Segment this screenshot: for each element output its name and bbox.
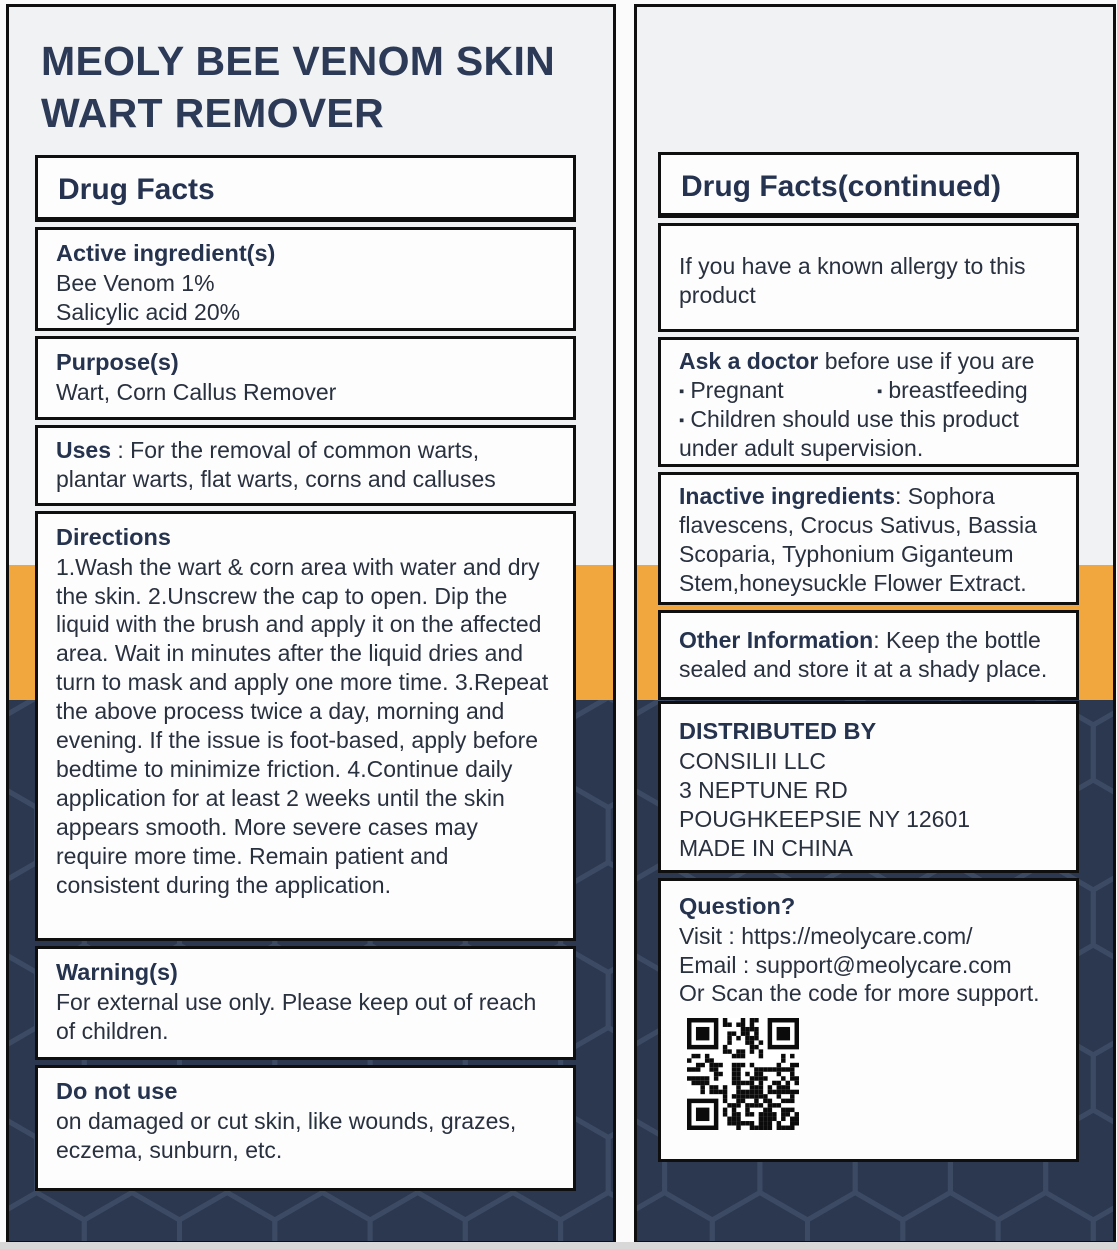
section-question xyxy=(658,878,1079,1162)
distributor-line: POUGHKEEPSIE NY 12601 xyxy=(679,805,971,832)
section-distributed-by xyxy=(658,701,1079,873)
directions-body: 1.Wash the wart & corn area with water and dry the skin. 2.Unscrew the cap to open. Dip the liquid with the brush and apply it on the affected area. Wait in minutes after the liquid dries and turn to mask and apply one more time. 3.Repeat the above process twice a day, morning and evening. If the issue is foot-based, apply before bedtime to minimize friction. 4.Continue daily application for at least 2 weeks until the skin appears smooth. More severe cases may require more time. Remain patient and consistent during the application. xyxy=(56,553,549,899)
uses-heading: Uses xyxy=(56,437,111,463)
section-inactive-ingredients xyxy=(658,472,1079,605)
qr-code xyxy=(687,1018,799,1130)
support-visit-line: Visit : https://meolycare.com/ xyxy=(679,922,973,949)
question-heading: Question? xyxy=(679,893,796,919)
warnings-body: For external use only. Please keep out of reach of children. xyxy=(56,988,537,1044)
purpose-heading: Purpose(s) xyxy=(56,349,179,375)
section-active-ingredients xyxy=(35,227,576,331)
support-email-line: Email : support@meolycare.com xyxy=(679,951,1012,978)
inactive-ingredients-body: Inactive ingredients: Sophora flavescens, Crocus Sativus, Bassia Scoparia, Typhonium Giganteum Stem,honeysuckle Flower Extract. xyxy=(679,483,1037,596)
active-ingredient-line: Salicylic acid 20% xyxy=(56,298,241,325)
section-uses xyxy=(35,425,576,506)
section-do-not-use xyxy=(35,1065,576,1191)
active-ingredient-line: Bee Venom 1% xyxy=(56,269,215,296)
bullet-item-pregnant: ▪ Pregnant xyxy=(679,376,784,403)
bullet-item-breastfeeding: ▪ breastfeeding xyxy=(877,376,1028,403)
label-panel-right xyxy=(634,4,1116,1244)
distributor-line: MADE IN CHINA xyxy=(679,835,853,862)
section-ask-a-doctor xyxy=(658,337,1079,467)
distributor-line: CONSILII LLC xyxy=(679,747,826,774)
allergy-body: If you have a known allergy to this product xyxy=(679,253,1026,308)
section-directions xyxy=(35,511,576,941)
section-purpose xyxy=(35,336,576,420)
label-panel-left xyxy=(6,4,616,1244)
distributed-by-heading: DISTRIBUTED BY xyxy=(679,718,877,744)
other-information-heading: Other Information xyxy=(679,627,874,653)
ask-bullet-row xyxy=(679,376,1058,405)
directions-heading: Directions xyxy=(56,524,171,550)
purpose-body: Wart, Corn Callus Remover xyxy=(56,378,337,405)
do-not-use-heading: Do not use xyxy=(56,1078,178,1104)
distributor-line: 3 NEPTUNE RD xyxy=(679,776,848,803)
page-bottom-edge xyxy=(0,1242,1117,1249)
inactive-ingredients-heading: Inactive ingredients xyxy=(679,483,896,509)
active-ingredients-heading: Active ingredient(s) xyxy=(56,240,276,266)
uses-body: Uses : For the removal of common warts, plantar warts, flat warts, corns and calluses xyxy=(56,437,496,492)
square-bullet-icon: ▪ xyxy=(679,411,685,429)
support-scan-line: Or Scan the code for more support. xyxy=(679,980,1040,1007)
drug-facts-continued-header: Drug Facts(continued) xyxy=(658,152,1079,218)
other-information-body: Other Information: Keep the bottle sealed and store it at a shady place. xyxy=(679,627,1048,682)
bullet-item-children: ▪ Children should use this product under adult supervision. xyxy=(679,405,1019,461)
drug-facts-header: Drug Facts xyxy=(35,155,576,222)
section-other-information xyxy=(658,610,1079,700)
square-bullet-icon: ▪ xyxy=(679,382,685,400)
ask-a-doctor-heading: Ask a doctor xyxy=(679,348,819,374)
section-warnings xyxy=(35,946,576,1060)
product-title: MEOLY BEE VENOM SKIN WART REMOVER xyxy=(41,38,556,137)
ask-a-doctor-line: Ask a doctor before use if you are xyxy=(679,348,1035,374)
section-allergy xyxy=(658,223,1079,332)
warnings-heading: Warning(s) xyxy=(56,959,178,985)
square-bullet-icon: ▪ xyxy=(877,382,883,400)
do-not-use-body: on damaged or cut skin, like wounds, grazes, eczema, sunburn, etc. xyxy=(56,1107,517,1163)
